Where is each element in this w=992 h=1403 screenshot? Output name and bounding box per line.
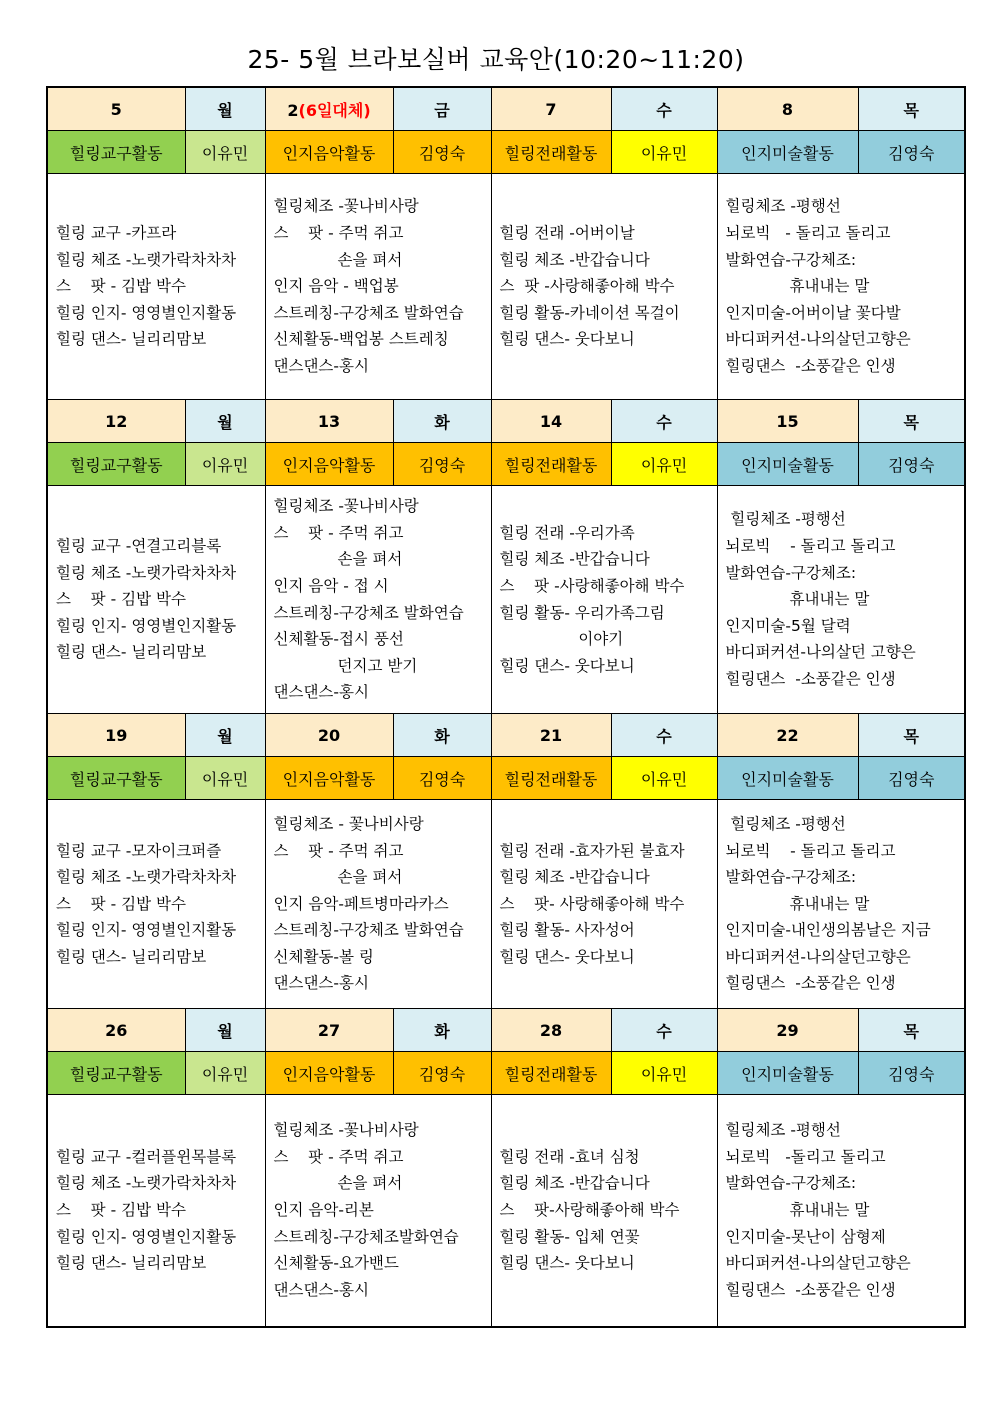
subject-row [47,1052,965,1095]
date-cell: 29 [717,1009,858,1052]
activity-line: 힐링체조 -꽃나비사랑 [273,197,419,216]
activity-line: 발화연습-구강체조: [725,868,857,887]
teacher-name: 이유민 [611,757,717,800]
activity-line: 스트레칭-구강체조 발화연습 [273,303,464,322]
activity-line: 힐링 전래 -어버이날 [499,224,635,243]
date-cell: 22 [717,714,858,757]
teacher-name: 김영숙 [393,443,491,486]
subject-name: 힐링전래활동 [491,131,611,174]
activity-line: 힐링 체조 -반갑습니다 [499,250,650,269]
week-header-row [47,400,965,443]
activity-line: 스 팟 - 주먹 쥐고 [273,841,404,860]
weekday-cell: 월 [185,400,265,443]
activity-line: 힐링 체조 -반갑습니다 [499,868,650,887]
activity-line: 힐링 댄스- 닐리리맘보 [56,643,207,662]
subject-row [47,443,965,486]
date-cell: 5 [47,87,185,131]
activity-line: 힐링 댄스- 웃다보니 [499,330,635,349]
activity-line: 스 팟-사랑해좋아해 박수 [499,1200,680,1219]
activity-line: 힐링 댄스- 닐리리맘보 [56,947,207,966]
activity-line: 힐링 댄스- 웃다보니 [499,1254,635,1273]
teacher-name: 이유민 [611,1052,717,1095]
teacher-name: 이유민 [611,443,717,486]
activity-cell [491,1095,717,1327]
activity-line: 힐링 활동-카네이션 목걸이 [499,303,680,322]
subject-name: 인지미술활동 [717,131,858,174]
date-cell: 26 [47,1009,185,1052]
activity-line: 힐링 인지- 영영별인지활동 [56,921,237,940]
activity-line: 뇌로빅 - 돌리고 돌리고 [725,841,896,860]
activity-cell [265,486,491,714]
subject-name: 인지음악활동 [265,443,393,486]
activity-line: 발화연습-구강체조: [725,250,857,269]
activity-line: 힐링댄스 -소풍같은 인생 [725,1280,896,1299]
activity-line: 힐링체조 -꽃나비사랑 [273,497,419,516]
subject-name: 힐링교구활동 [47,131,185,174]
activity-line: 힐링체조 - 꽃나비사랑 [273,814,424,833]
schedule-table [46,86,966,1328]
activity-cell [717,1095,965,1327]
teacher-name: 김영숙 [393,1052,491,1095]
activity-cell [717,800,965,1009]
activity-line: 스트레칭-구강체조 발화연습 [273,603,464,622]
activity-line: 인지 음악-리본 [273,1200,374,1219]
activity-line: 이야기 [499,630,624,649]
teacher-name: 김영숙 [858,757,965,800]
activity-line: 손을 펴서 [273,1174,403,1193]
activity-line: 힐링 댄스- 웃다보니 [499,947,635,966]
activity-line: 힐링 체조 -노랫가락차차차 [56,563,237,582]
activity-line: 힐링 인지- 영영별인지활동 [56,616,237,635]
teacher-name: 이유민 [185,757,265,800]
weekday-cell: 수 [611,1009,717,1052]
activity-line: 힐링 교구 -컬러플윈목블록 [56,1147,237,1166]
activity-cell [491,486,717,714]
subject-name: 힐링교구활동 [47,443,185,486]
activity-line: 뇌로빅 - 돌리고 돌리고 [725,224,891,243]
teacher-name: 이유민 [185,1052,265,1095]
activity-line: 손을 펴서 [273,550,403,569]
weekday-cell: 수 [611,714,717,757]
activity-line: 바디퍼커션-나의살던 고향은 [725,643,916,662]
subject-name: 인지미술활동 [717,757,858,800]
activity-line: 힐링 체조 -노랫가락차차차 [56,868,237,887]
teacher-name: 이유민 [185,131,265,174]
activity-line: 힐링 체조 -노랫가락차차차 [56,250,237,269]
activity-cell [47,486,265,714]
weekday-cell: 수 [611,400,717,443]
weekday-cell: 화 [393,714,491,757]
activity-line: 힐링 인지- 영영별인지활동 [56,1227,237,1246]
date-cell: 20 [265,714,393,757]
activity-line: 신체활동-백업봉 스트레칭 [273,330,449,349]
weekday-cell: 월 [185,1009,265,1052]
weekday-cell: 목 [858,714,965,757]
activity-line: 힐링체조 -꽃나비사랑 [273,1121,419,1140]
activity-cell [491,800,717,1009]
activity-line: 스 팟 - 김밥 박수 [56,277,186,296]
date-cell: 21 [491,714,611,757]
teacher-name: 김영숙 [393,131,491,174]
activity-line: 힐링 교구 -카프라 [56,224,177,243]
date-cell: 7 [491,87,611,131]
activity-line: 힐링 전래 -우리가족 [499,523,635,542]
subject-name: 힐링전래활동 [491,757,611,800]
date-cell: 8 [717,87,858,131]
activity-line: 인지미술-5월 달력 [725,616,851,635]
activity-line: 뇌로빅 - 돌리고 돌리고 [725,537,896,556]
subject-name: 인지음악활동 [265,757,393,800]
activity-cell [47,174,265,400]
activity-line: 힐링 교구 -연결고리블록 [56,537,222,556]
activity-cell [265,800,491,1009]
activity-line: 힐링 활동- 우리가족그림 [499,603,665,622]
activity-line: 손을 펴서 [273,250,403,269]
activity-line: 힐링 교구 -모자이크퍼즐 [56,841,222,860]
weekday-cell: 목 [858,400,965,443]
activity-line: 발화연습-구강체조: [725,1174,857,1193]
activity-line: 스 팟 -사랑해좋아해 박수 [499,576,685,595]
activity-line: 힐링체조 -평행선 [725,510,846,529]
activity-cell [265,174,491,400]
weekday-cell: 목 [858,87,965,131]
activity-line: 스 팟- 사랑해좋아해 박수 [499,894,685,913]
weekday-cell: 화 [393,1009,491,1052]
activity-line: 스 팟 - 주먹 쥐고 [273,523,404,542]
weekday-cell: 금 [393,87,491,131]
teacher-name: 이유민 [185,443,265,486]
activity-line: 힐링체조 -평행선 [725,1121,841,1140]
activity-line: 인지미술-못난이 삼형제 [725,1227,886,1246]
activity-line: 힐링 댄스- 웃다보니 [499,656,635,675]
content-row [47,174,965,400]
week-header-row [47,1009,965,1052]
activity-line: 인지미술-내인생의봄날은 지금 [725,921,931,940]
activity-line: 스 팟 - 김밥 박수 [56,590,186,609]
activity-line: 힐링 체조 -반갑습니다 [499,1174,650,1193]
activity-line: 힐링체조 -평행선 [725,197,841,216]
date-cell: 12 [47,400,185,443]
weekday-cell: 화 [393,400,491,443]
activity-cell [491,174,717,400]
teacher-name: 김영숙 [858,443,965,486]
subject-name: 힐링전래활동 [491,1052,611,1095]
date-cell: 27 [265,1009,393,1052]
activity-line: 신체활동-접시 풍선 [273,630,404,649]
subject-name: 인지미술활동 [717,1052,858,1095]
subject-name: 인지음악활동 [265,1052,393,1095]
activity-line: 댄스댄스-홍시 [273,356,369,375]
activity-line: 힐링댄스 -소풍같은 인생 [725,356,896,375]
activity-line: 힐링댄스 -소풍같은 인생 [725,974,896,993]
activity-line: 휴내내는 말 [725,277,870,296]
activity-line: 휴내내는 말 [725,1200,870,1219]
activity-line: 스 팟 -사랑해좋아해 박수 [499,277,675,296]
activity-line: 스 팟 - 김밥 박수 [56,894,186,913]
date-cell: 28 [491,1009,611,1052]
week-header-row [47,87,965,131]
teacher-name: 김영숙 [858,1052,965,1095]
weekday-cell: 목 [858,1009,965,1052]
week-header-row [47,714,965,757]
date-cell: 13 [265,400,393,443]
activity-cell [47,800,265,1009]
activity-line: 던지고 받기 [273,656,418,675]
date-cell: 15 [717,400,858,443]
teacher-name: 이유민 [611,131,717,174]
activity-line: 바디퍼커션-나의살던고향은 [725,947,911,966]
activity-line: 힐링체조 -평행선 [725,814,846,833]
activity-line: 힐링 활동- 입체 연꽃 [499,1227,640,1246]
activity-line: 인지 음악 - 백업봉 [273,277,399,296]
activity-line: 바디퍼커션-나의살던고향은 [725,330,911,349]
weekday-cell: 월 [185,87,265,131]
content-row [47,1095,965,1327]
teacher-name: 김영숙 [858,131,965,174]
activity-line: 스 팟 - 주먹 쥐고 [273,1147,404,1166]
activity-line: 힐링 전래 -효녀 심청 [499,1147,640,1166]
activity-line: 힐링 댄스- 닐리리맘보 [56,1254,207,1273]
activity-line: 힐링 활동- 사자성어 [499,921,635,940]
activity-line: 힐링 댄스- 닐리리맘보 [56,330,207,349]
activity-line: 뇌로빅 -돌리고 돌리고 [725,1147,886,1166]
subject-row [47,757,965,800]
activity-line: 손을 펴서 [273,868,403,887]
subject-name: 힐링교구활동 [47,1052,185,1095]
weekday-cell: 수 [611,87,717,131]
activity-line: 댄스댄스-홍시 [273,1280,369,1299]
activity-line: 바디퍼커션-나의살던고향은 [725,1254,911,1273]
activity-line: 댄스댄스-홍시 [273,974,369,993]
activity-line: 힐링 체조 -노랫가락차차차 [56,1174,237,1193]
weekday-cell: 월 [185,714,265,757]
subject-name: 인지미술활동 [717,443,858,486]
subject-name: 힐링교구활동 [47,757,185,800]
activity-line: 인지미술-어버이날 꽃다발 [725,303,901,322]
activity-line: 신체활동-볼 링 [273,947,374,966]
activity-cell [717,174,965,400]
activity-line: 힐링 체조 -반갑습니다 [499,550,650,569]
content-row [47,800,965,1009]
page-title: 25- 5월 브라보실버 교육안(10:20~11:20) [247,45,745,74]
activity-line: 힐링 전래 -효자가된 불효자 [499,841,685,860]
activity-line: 힐링 인지- 영영별인지활동 [56,303,237,322]
content-row [47,486,965,714]
activity-line: 스 팟 - 주먹 쥐고 [273,224,404,243]
activity-line: 휴내내는 말 [725,590,870,609]
activity-line: 발화연습-구강체조: [725,563,857,582]
activity-line: 인지 음악 - 접 시 [273,576,389,595]
activity-line: 스트레칭-구강체조 발화연습 [273,921,464,940]
date-cell: 2(6일대체) [265,87,393,131]
activity-line: 신체활동-요가밴드 [273,1254,399,1273]
activity-line: 스트레칭-구강체조발화연습 [273,1227,459,1246]
activity-cell [47,1095,265,1327]
subject-row [47,131,965,174]
activity-line: 인지 음악-페트병마라카스 [273,894,449,913]
subject-name: 인지음악활동 [265,131,393,174]
subject-name: 힐링전래활동 [491,443,611,486]
activity-line: 스 팟 - 김밥 박수 [56,1200,186,1219]
date-cell: 19 [47,714,185,757]
activity-cell [265,1095,491,1327]
activity-line: 힐링댄스 -소풍같은 인생 [725,669,896,688]
activity-cell [717,486,965,714]
teacher-name: 김영숙 [393,757,491,800]
date-note: (6일대체) [298,100,371,120]
activity-line: 댄스댄스-홍시 [273,683,369,702]
activity-line: 휴내내는 말 [725,894,870,913]
date-cell: 14 [491,400,611,443]
